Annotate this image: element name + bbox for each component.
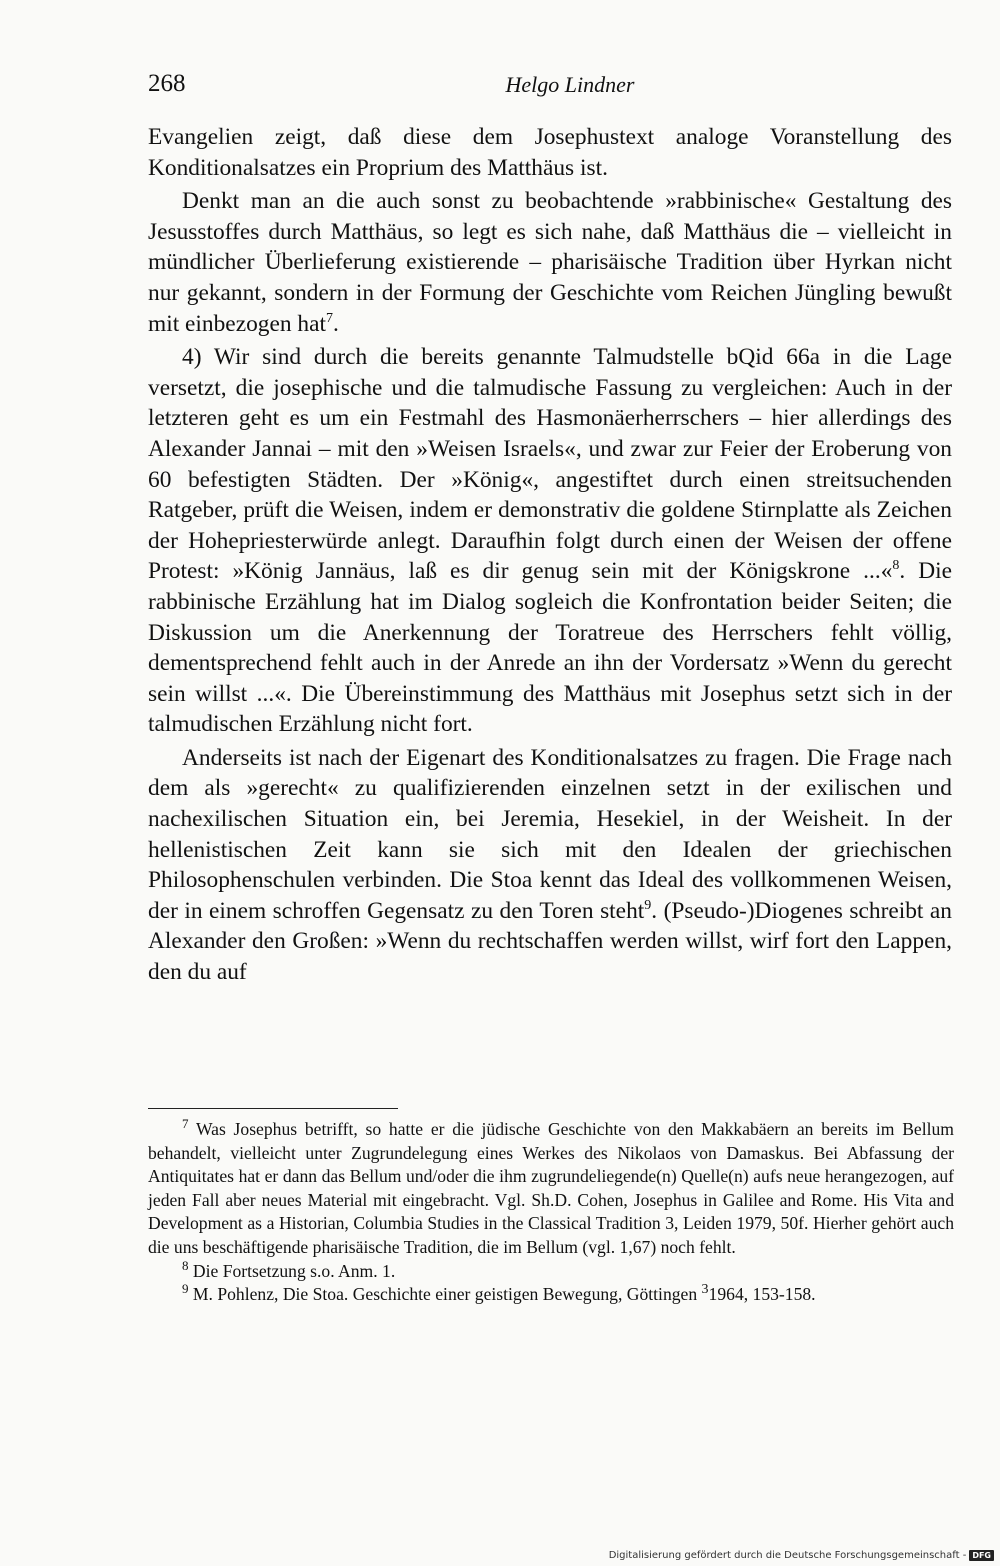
footnote-number: 7 [182, 1116, 189, 1132]
paragraph-text: 4) Wir sind durch die bereits genannte Talmudstelle bQid 66a in die Lage versetzt, die josephische und die talmudische Fassung zu vergleichen: Auch in der letzteren geht es um ein Festmahl des Hasmonäerherrschers – hier allerdings des Alexander Jannai – mit den »Weisen Israels«, und zwar zur Feier der Eroberung von 60 befestigten Städten. Der »König«, angestiftet durch einen streitsuchenden Ratgeber, prüft die Weisen, indem er demonstrativ die goldene Stirnplatte als Zeichen der Hohepriesterwürde anlegt. Daraufhin folgt durch einen der Weisen der offene Protest: »König Jannäus, laß es dir genug sein mit der Königskrone ...« [148, 344, 952, 585]
page-number: 268 [148, 70, 186, 97]
paragraph-text: Evangelien zeigt, daß diese dem Josephustext analoge Voranstellung des Konditionalsatzes ein Proprium des Matthäus ist. [148, 124, 952, 181]
footnote-ref: 9 [644, 898, 652, 914]
paragraph-text: Anderseits ist nach der Eigenart des Konditionalsatzes zu fragen. Die Frage nach dem als »gerecht« zu qualifizierenden einzelnen setzt in der exilischen und nachexilischen Situation ein, bei Jeremia, Hesekiel, in der Weisheit. In der hellenistischen Zeit kann sie sich mit den Idealen der griechischen Philosophenschulen verbinden. Die Stoa kennt das Ideal des vollkommenen Weisen, der in einem schroffen Gegensatz zu den Toren steht [148, 744, 952, 924]
paragraph-text: . (Pseudo-)Diogenes schreibt an Alexander den Großen: »Wenn du rechtschaffen werden willst, wirf fort den Lappen, den du auf [148, 897, 952, 986]
paragraph-text: Denkt man an die auch sonst zu beobachtende »rabbinische« Gestaltung des Jesusstoffes durch Matthäus, so legt es sich nahe, daß Matthäus die – vielleicht in mündlicher Überlieferung existierende – pharisäische Tradition über Hyrkan nicht nur gekannt, sondern in der Formung der Geschichte vom Reichen Jüngling bewußt mit einbezogen hat [148, 188, 952, 337]
paragraph [148, 122, 952, 183]
footnote-number: 9 [182, 1281, 189, 1297]
footnote-ref: 8 [892, 558, 900, 574]
footnote [148, 1118, 954, 1260]
footnote-text: Was Josephus betrifft, so hatte er die jüdische Geschichte von den Makkabäern an bereits im Bellum behandelt, vielleicht unter Zugrundelegung eines Werkes des Nikolaos von Damaskus. Bei Abfassung der Antiquitates hat er dann das Bellum und/oder die ihm zugrundeliegende(n) Quelle(n) aufs neue herangezogen, auf jeden Fall aber neues Material mit eingebracht. Vgl. Sh.D. Cohen, Josephus in Galilee and Rome. His Vita and Development as a Historian, Columbia Studies in the Classical Tradition 3, Leiden 1979, 50f. Hierher gehört auch die uns beschäftigende pharisäische Tradition, die im Bellum (vgl. 1,67) noch fehlt. [148, 1119, 954, 1257]
footnote-text: M. Pohlenz, Die Stoa. Geschichte einer geistigen Bewegung, Göttingen [188, 1284, 702, 1305]
funding-credit: Digitalisierung gefördert durch die Deutsche Forschungsgemeinschaft - [608, 1549, 967, 1561]
main-text [148, 122, 952, 988]
dfg-logo: DFG [969, 1550, 994, 1561]
footnote-text: 1964, 153-158. [708, 1284, 816, 1305]
paragraph [148, 342, 952, 740]
running-head: Helgo Lindner [505, 72, 635, 97]
paragraph [148, 186, 952, 339]
digitization-footer [609, 1548, 994, 1562]
paragraph-text: . Die rabbinische Erzählung hat im Dialog sogleich die Konfrontation beider Seiten; die Diskussion um die Anerkennung der Toratreue des Herrschers fehlt völlig, dementsprechend fehlt auch in der Anrede an ihn der Vordersatz »Wenn du gerecht sein willst ...«. Die Übereinstimmung des Matthäus mit Josephus setzt sich in der talmudischen Erzählung nicht fort. [148, 558, 953, 738]
footnote-number: 8 [182, 1257, 189, 1273]
paragraph-text: . [332, 310, 339, 337]
footnote-text: Die Fortsetzung s.o. Anm. 1. [188, 1260, 396, 1281]
footnotes [148, 1118, 954, 1307]
paragraph [148, 743, 952, 988]
footnote [148, 1257, 954, 1284]
page-header [148, 70, 952, 104]
footnote-rule [148, 1108, 398, 1109]
footnote [148, 1283, 954, 1307]
footnote-ref: 7 [325, 310, 333, 326]
edition-superscript: 3 [701, 1282, 709, 1298]
